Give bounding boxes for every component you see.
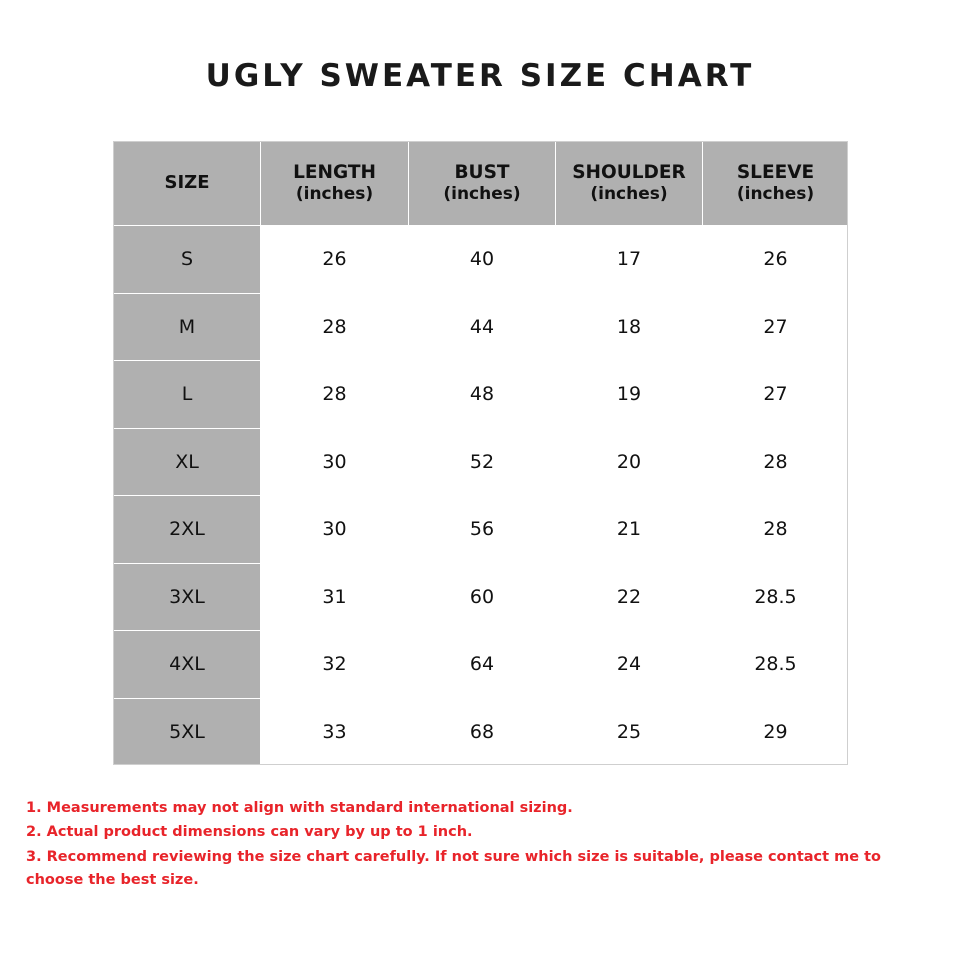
cell-shoulder: 22: [556, 563, 703, 631]
column-header-sleeve-label: SLEEVE: [736, 162, 815, 184]
cell-length: 28: [261, 361, 409, 429]
cell-bust: 60: [409, 563, 556, 631]
cell-length: 30: [261, 428, 409, 496]
cell-length: 28: [261, 293, 409, 361]
cell-bust: 48: [409, 361, 556, 429]
column-header-length-label: LENGTH: [293, 162, 376, 184]
cell-size: L: [114, 361, 261, 429]
table-row: [114, 293, 849, 361]
cell-sleeve: 28.5: [703, 631, 849, 699]
column-header-length: [261, 142, 409, 226]
cell-sleeve: 28.5: [703, 563, 849, 631]
cell-length: 30: [261, 496, 409, 564]
cell-sleeve: 27: [703, 361, 849, 429]
cell-shoulder: 24: [556, 631, 703, 699]
column-header-sleeve: [703, 142, 849, 226]
table-row: [114, 631, 849, 699]
table-row: [114, 563, 849, 631]
cell-shoulder: 25: [556, 698, 703, 766]
header-row: [114, 142, 849, 226]
cell-shoulder: 19: [556, 361, 703, 429]
column-header-bust-unit: (inches): [443, 184, 521, 205]
cell-length: 33: [261, 698, 409, 766]
cell-sleeve: 26: [703, 226, 849, 294]
cell-shoulder: 17: [556, 226, 703, 294]
size-chart-table: [113, 141, 849, 766]
cell-length: 31: [261, 563, 409, 631]
cell-length: 26: [261, 226, 409, 294]
cell-shoulder: 20: [556, 428, 703, 496]
cell-size: 2XL: [114, 496, 261, 564]
cell-size: 4XL: [114, 631, 261, 699]
cell-bust: 52: [409, 428, 556, 496]
note-2: 2. Actual product dimensions can vary by up to 1 inch.: [26, 824, 473, 841]
cell-size: 3XL: [114, 563, 261, 631]
cell-bust: 68: [409, 698, 556, 766]
cell-bust: 40: [409, 226, 556, 294]
column-header-shoulder-unit: (inches): [590, 184, 668, 205]
cell-bust: 56: [409, 496, 556, 564]
cell-sleeve: 29: [703, 698, 849, 766]
column-header-shoulder-label: SHOULDER: [572, 162, 686, 184]
cell-shoulder: 21: [556, 496, 703, 564]
table-header: [114, 142, 849, 226]
cell-bust: 44: [409, 293, 556, 361]
column-header-size-label: SIZE: [164, 172, 210, 194]
table-row: [114, 428, 849, 496]
cell-length: 32: [261, 631, 409, 699]
table-row: [114, 361, 849, 429]
table-row: [114, 698, 849, 766]
column-header-shoulder: [556, 142, 703, 226]
cell-sleeve: 28: [703, 428, 849, 496]
cell-size: XL: [114, 428, 261, 496]
table-body: [114, 226, 849, 766]
column-header-sleeve-unit: (inches): [736, 184, 815, 205]
page-title: UGLY SWEATER SIZE CHART: [205, 58, 755, 94]
cell-shoulder: 18: [556, 293, 703, 361]
cell-bust: 64: [409, 631, 556, 699]
cell-sleeve: 27: [703, 293, 849, 361]
column-header-length-unit: (inches): [295, 184, 374, 205]
note-3: 3. Recommend reviewing the size chart carefully. If not sure which size is suitable, please contact me to choose the best size.: [26, 848, 882, 889]
column-header-bust: [409, 142, 556, 226]
column-header-size: [114, 142, 261, 226]
table-row: [114, 496, 849, 564]
cell-size: M: [114, 293, 261, 361]
cell-size: 5XL: [114, 698, 261, 766]
column-header-bust-label: BUST: [454, 162, 510, 184]
size-chart-table-container: [113, 141, 848, 766]
table-row: [114, 226, 849, 294]
notes-section: [26, 797, 926, 894]
cell-size: S: [114, 226, 261, 294]
note-1: 1. Measurements may not align with standard international sizing.: [26, 800, 573, 816]
cell-sleeve: 28: [703, 496, 849, 564]
